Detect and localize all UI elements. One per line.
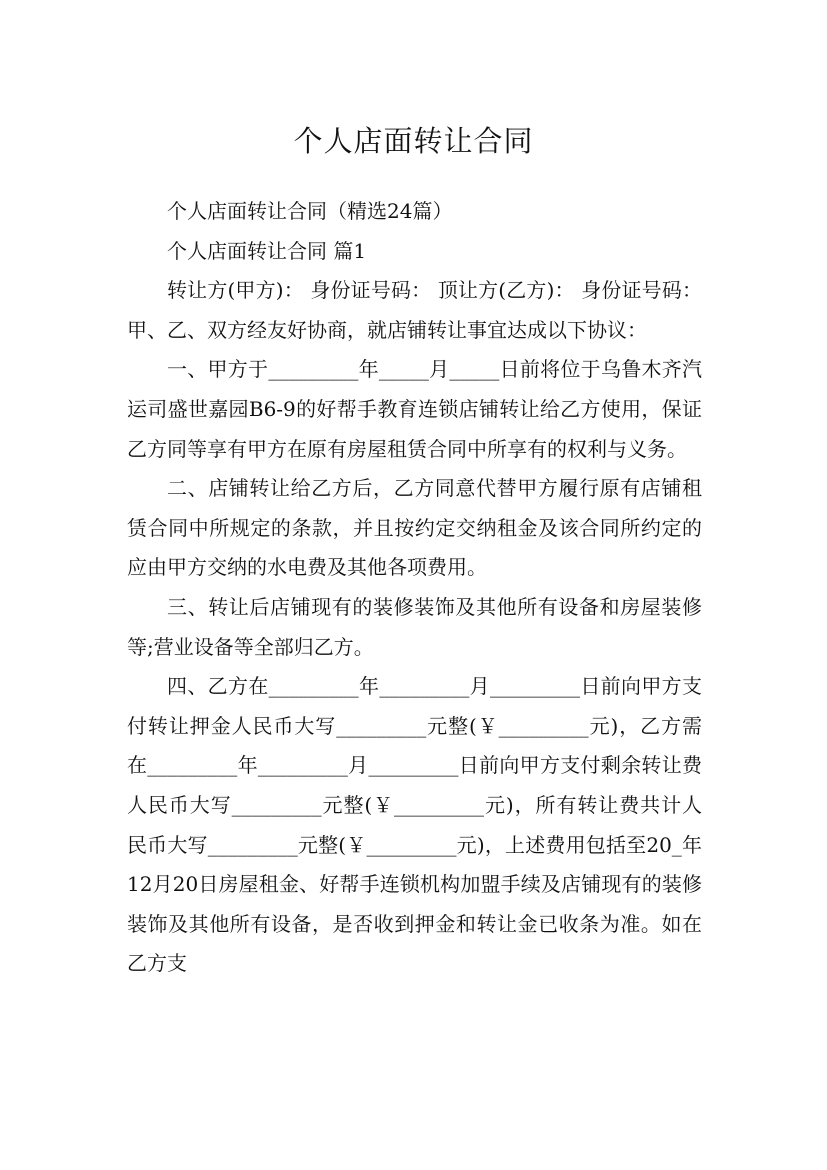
clause-one: 一、甲方于_________年_____月_____日前将位于乌鲁木齐汽运司盛世嘉园B6-9的好帮手教育连锁店铺转让给乙方使用，保证乙方同等享有甲方在原有房屋租赁合同中所享有的权利与义务。 xyxy=(127,357,702,461)
clause-four: 四、乙方在_________年_________月_________日前向甲方支付转让押金人民币大写_________元整(￥_________元)，乙方需在_________年_________月_________日前向甲方支付剩余转让费人民币大写_________元整(￥_________元)，所有转让费共计人民币大写_________元整(￥_________元)，上述费用包括至20_年12月20日房屋租金、好帮手连锁机构加盟手续及店铺现有的装修装饰及其他所有设备，是否收到押金和转让金已收条为准。如在乙方支 xyxy=(127,674,702,976)
clause-two: 二、店铺转让给乙方后，乙方同意代替甲方履行原有店铺租赁合同中所规定的条款，并且按约定交纳租金及该合同所约定的应由甲方交纳的水电费及其他各项费用。 xyxy=(127,476,702,580)
collection-heading: 个人店面转让合同（精选24篇） xyxy=(167,199,453,223)
document-body xyxy=(127,192,702,984)
parties-paragraph: 转让方(甲方)： 身份证号码： 顶让方(乙方)： 身份证号码： 甲、乙、双方经友好协商，就店铺转让事宜达成以下协议： xyxy=(127,278,702,342)
document-title: 个人店面转让合同 xyxy=(293,124,534,159)
clause-three: 三、转让后店铺现有的装修装饰及其他所有设备和房屋装修等;营业设备等全部归乙方。 xyxy=(127,594,702,659)
section-heading: 个人店面转让合同 篇1 xyxy=(167,238,367,263)
